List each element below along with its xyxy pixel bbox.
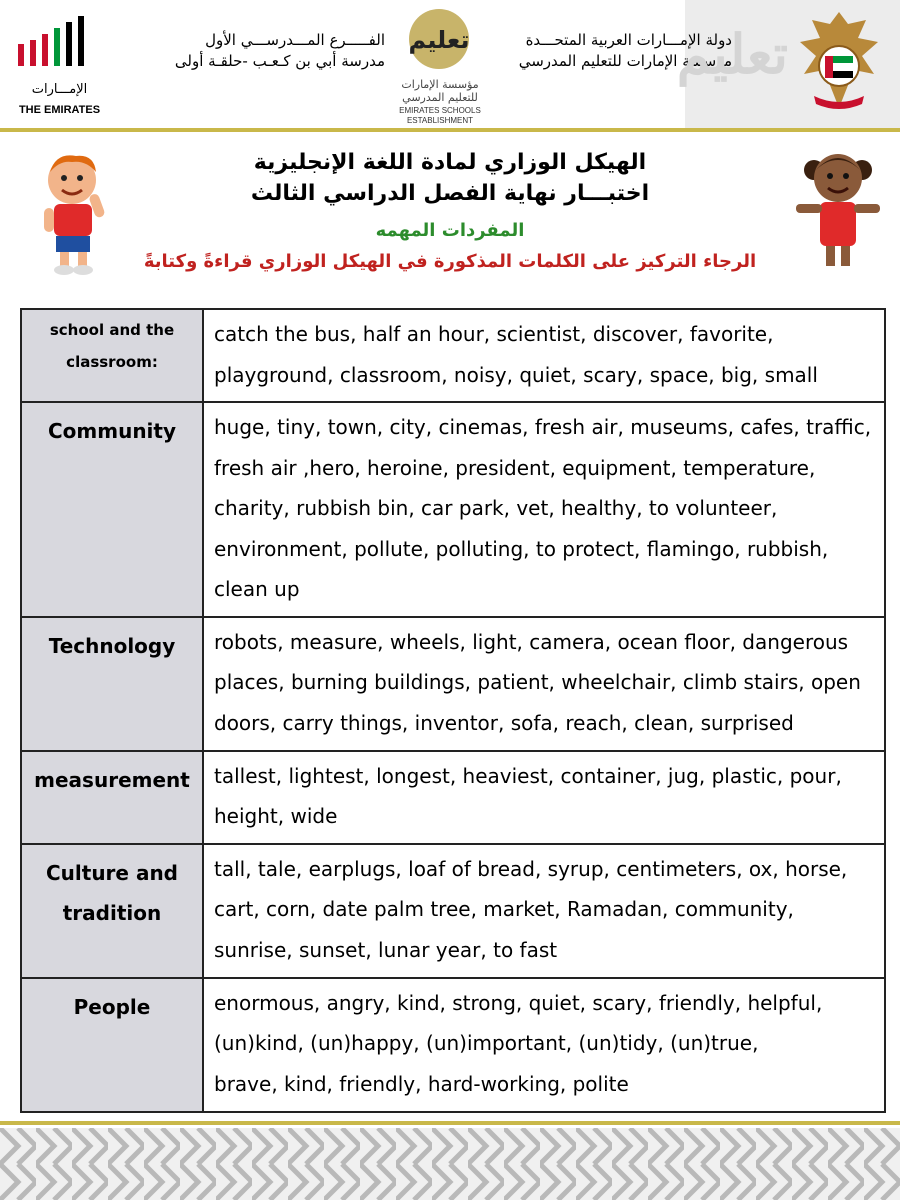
footer-divider (0, 1121, 900, 1125)
category-cell: People (21, 978, 203, 1112)
words-cell: tallest, lightest, longest, heaviest, container, jug, plastic, pour, height, wide (203, 751, 885, 844)
words-cell: tall, tale, earplugs, loaf of bread, syrup, centimeters, ox, horse, cart, corn, date palm tree, market, Ramadan, community, sunrise, sunset, lunar year, to fast (203, 844, 885, 978)
school-branch-info (140, 30, 385, 72)
words-cell: robots, measure, wheels, light, camera, ocean floor, dangerous places, burning buildings, patient, wheelchair, climb stairs, open doors, carry things, inventor, sofa, reach, clean, surprised (203, 617, 885, 751)
ese-mark-text: تعليم (408, 26, 470, 54)
words-cell (203, 978, 885, 1112)
words-line: brave, kind, friendly, hard-working, polite (214, 1071, 629, 1096)
uae-emblem-icon (796, 8, 882, 118)
page-title: الهيكل الوزاري لمادة اللغة الإنجليزية (253, 150, 647, 175)
logo-english-text: THE EMIRATES (18, 104, 101, 116)
boy-cartoon-icon (36, 150, 116, 276)
table-row (21, 402, 885, 617)
ese-en-line1: EMIRATES SCHOOLS (399, 106, 481, 115)
emirates-stripes-icon (16, 14, 96, 74)
words-cell: huge, tiny, town, city, cinemas, fresh air, museums, cafes, traffic, fresh air ,hero, heroine, president, equipment, temperature, charity, rubbish bin, car park, vet, healthy, to volunteer, environment, pollute, polluting, to protect, flamingo, rubbish, clean up (203, 402, 885, 617)
ese-ar-line1: مؤسسة الإمارات (401, 78, 479, 91)
instruction-text: الرجاء التركيز على الكلمات المذكورة في الهيكل الوزاري قراءةً وكتابةً (143, 251, 757, 272)
category-cell: Technology (21, 617, 203, 751)
decorative-footer (0, 1128, 900, 1200)
ese-en-line2: ESTABLISHMENT (406, 116, 474, 125)
table-row (21, 978, 885, 1112)
category-cell: school and the classroom: (21, 309, 203, 402)
branch-name: الفـــــرع المـــدرســـي الأول (205, 31, 385, 49)
header-divider (0, 128, 900, 132)
the-emirates-logo (12, 10, 107, 118)
vocabulary-subtitle: المفردات المهمه (375, 220, 525, 241)
ese-english-name (392, 106, 488, 126)
logo-arabic-text: الإمـــارات (31, 82, 88, 97)
page-header (0, 0, 900, 128)
words-cell: catch the bus, half an hour, scientist, discover, favorite, playground, classroom, noisy, quiet, scary, space, big, small (203, 309, 885, 402)
girl-cartoon-icon (790, 146, 886, 272)
ese-arabic-name (392, 78, 488, 104)
table-row (21, 751, 885, 844)
footer-pattern-icon (0, 1128, 900, 1200)
table-row (21, 617, 885, 751)
state-name: دولة الإمـــارات العربية المتحـــدة (525, 31, 732, 49)
taaleem-watermark: تعليم (676, 22, 788, 86)
table-row (21, 844, 885, 978)
establishment-name: مؤسسة الإمارات للتعليم المدرسي (518, 52, 732, 70)
vocabulary-table (20, 308, 886, 1113)
ese-mark-icon (404, 6, 474, 72)
title-block (130, 148, 770, 276)
words-line: enormous, angry, kind, strong, quiet, scary, friendly, helpful, (un)kind, (un)happy, (un)important, (un)tidy, (un)true, (214, 990, 823, 1055)
ese-ar-line2: للتعليم المدرسي (402, 91, 478, 104)
category-cell: Culture and tradition (21, 844, 203, 978)
school-name: مدرسة أبي بن كـعـب -حلقـة أولى (174, 52, 385, 70)
category-cell: Community (21, 402, 203, 617)
ese-logo (392, 6, 488, 126)
table-row (21, 309, 885, 402)
category-cell: measurement (21, 751, 203, 844)
exam-title: اختبـــار نهاية الفصل الدراسي الثالث (250, 181, 650, 206)
